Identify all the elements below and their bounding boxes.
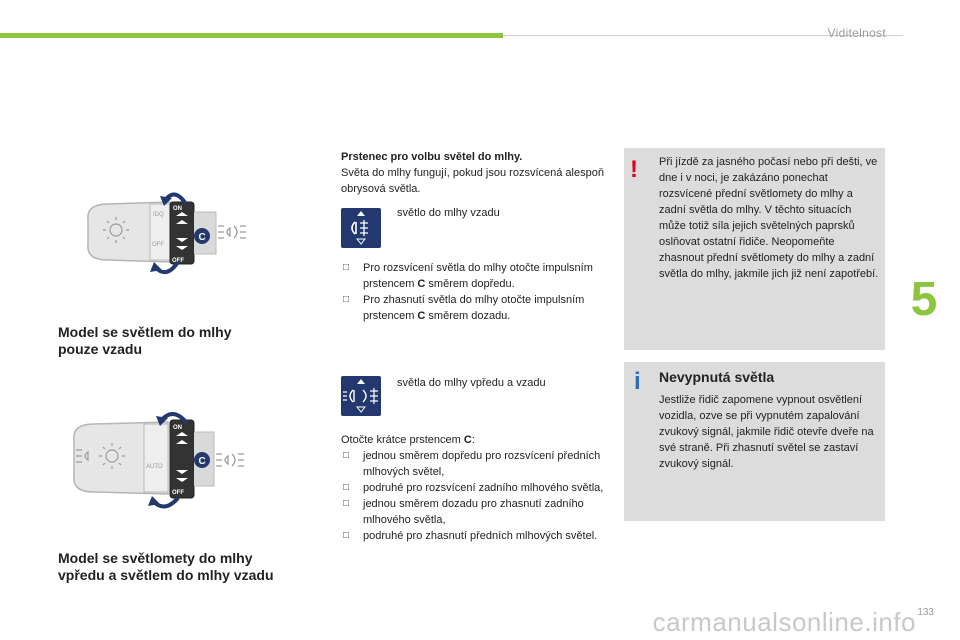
info-icon: i [634,368,641,395]
info-panel [624,362,885,521]
rear-fog-icon-label: světlo do mlhy vzadu [397,207,500,219]
ring-label-on: ON [173,425,182,431]
ring-label-off: OFF [172,258,184,264]
stalk-illustration-front-rear-fog [64,410,274,515]
front-rear-fog-instructions [341,432,606,544]
list-item: □ podruhé pro rozsvícení zadního mlhového světla, [343,482,604,494]
page-number: 133 [917,607,934,618]
ring-label-on: ON [173,206,182,212]
list-item: □ jednou směrem dopředu pro rozsvícení předních mlhových světel, [343,450,601,478]
warning-text: Při jízdě za jasného počasí nebo při dešti, ve dne i v noci, je zakázáno ponechat rozsvícené přední světlomety do mlhy a zadní světla do mlhy. V těchto situacích může totiž síla jejich světelných paprsků oslňovat ostatní řidiče. Neopomeňte zhasnout přední světlomety do mlhy a zadní světla do mlhy, jakmile jich již není zapotřebí. [659,156,879,280]
heading-line: pouze vzadu [58,341,143,357]
heading-line: Model se světlem do mlhy [58,324,232,340]
info-text: Jestliže řidič zapomene vypnout osvětlení vozidla, ozve se při vypnutém zapalování zvukový signál, jakmile řidič otevře dveře na své straně. Při zhasnutí světel se zastaví zvukový signál. [659,394,874,470]
heading-line: vpředu a světlem do mlhy vzadu [58,567,274,583]
section-title: Viditelnost [827,26,886,40]
svg-text:C: C [198,232,206,243]
rear-fog-instructions [341,260,606,324]
front-rear-fog-icon [341,376,381,416]
list-item: □ podruhé pro zhasnutí předních mlhových světel. [343,530,598,542]
heading-line: Model se světlomety do mlhy [58,550,253,566]
chapter-number: 5 [910,273,938,326]
section-heading-rear-fog [58,324,232,358]
watermark: carmanualsonline.info [652,607,916,637]
list-item: □ Pro rozsvícení světla do mlhy otočte impulsním prstencem C směrem dopředu. [343,262,593,290]
front-rear-fog-icon-label: světla do mlhy vpředu a vzadu [397,377,546,389]
instruction-intro: Otočte krátce prstencem C: [341,434,475,446]
stalk-label-fog: IDQ [153,212,164,218]
svg-text:C: C [198,456,206,467]
svg-text:OFF: OFF [152,242,164,248]
section-heading-front-rear-fog [58,550,274,584]
list-item: □ jednou směrem dozadu pro zhasnutí zadního mlhového světla, [343,498,584,526]
info-title: Nevypnutá světla [659,369,775,385]
rear-fog-intro [341,149,606,197]
list-item: □ Pro zhasnutí světla do mlhy otočte impulsním prstencem C směrem dozadu. [343,294,585,322]
headlamp-icon [216,454,244,466]
warning-icon: ! [630,156,638,183]
intro-title: Prstenec pro volbu světel do mlhy. [341,151,523,163]
ring-label-off: OFF [172,490,184,496]
warning-panel [624,148,885,350]
headlamp-icon [218,226,246,238]
stalk-label-auto: AUTO [146,464,163,470]
rear-fog-icon [341,208,381,248]
intro-text: Světa do mlhy fungují, pokud jsou rozsvícená alespoň obrysová světla. [341,167,604,195]
stalk-illustration-rear-fog [78,182,278,287]
header-accent-bar [0,33,503,38]
